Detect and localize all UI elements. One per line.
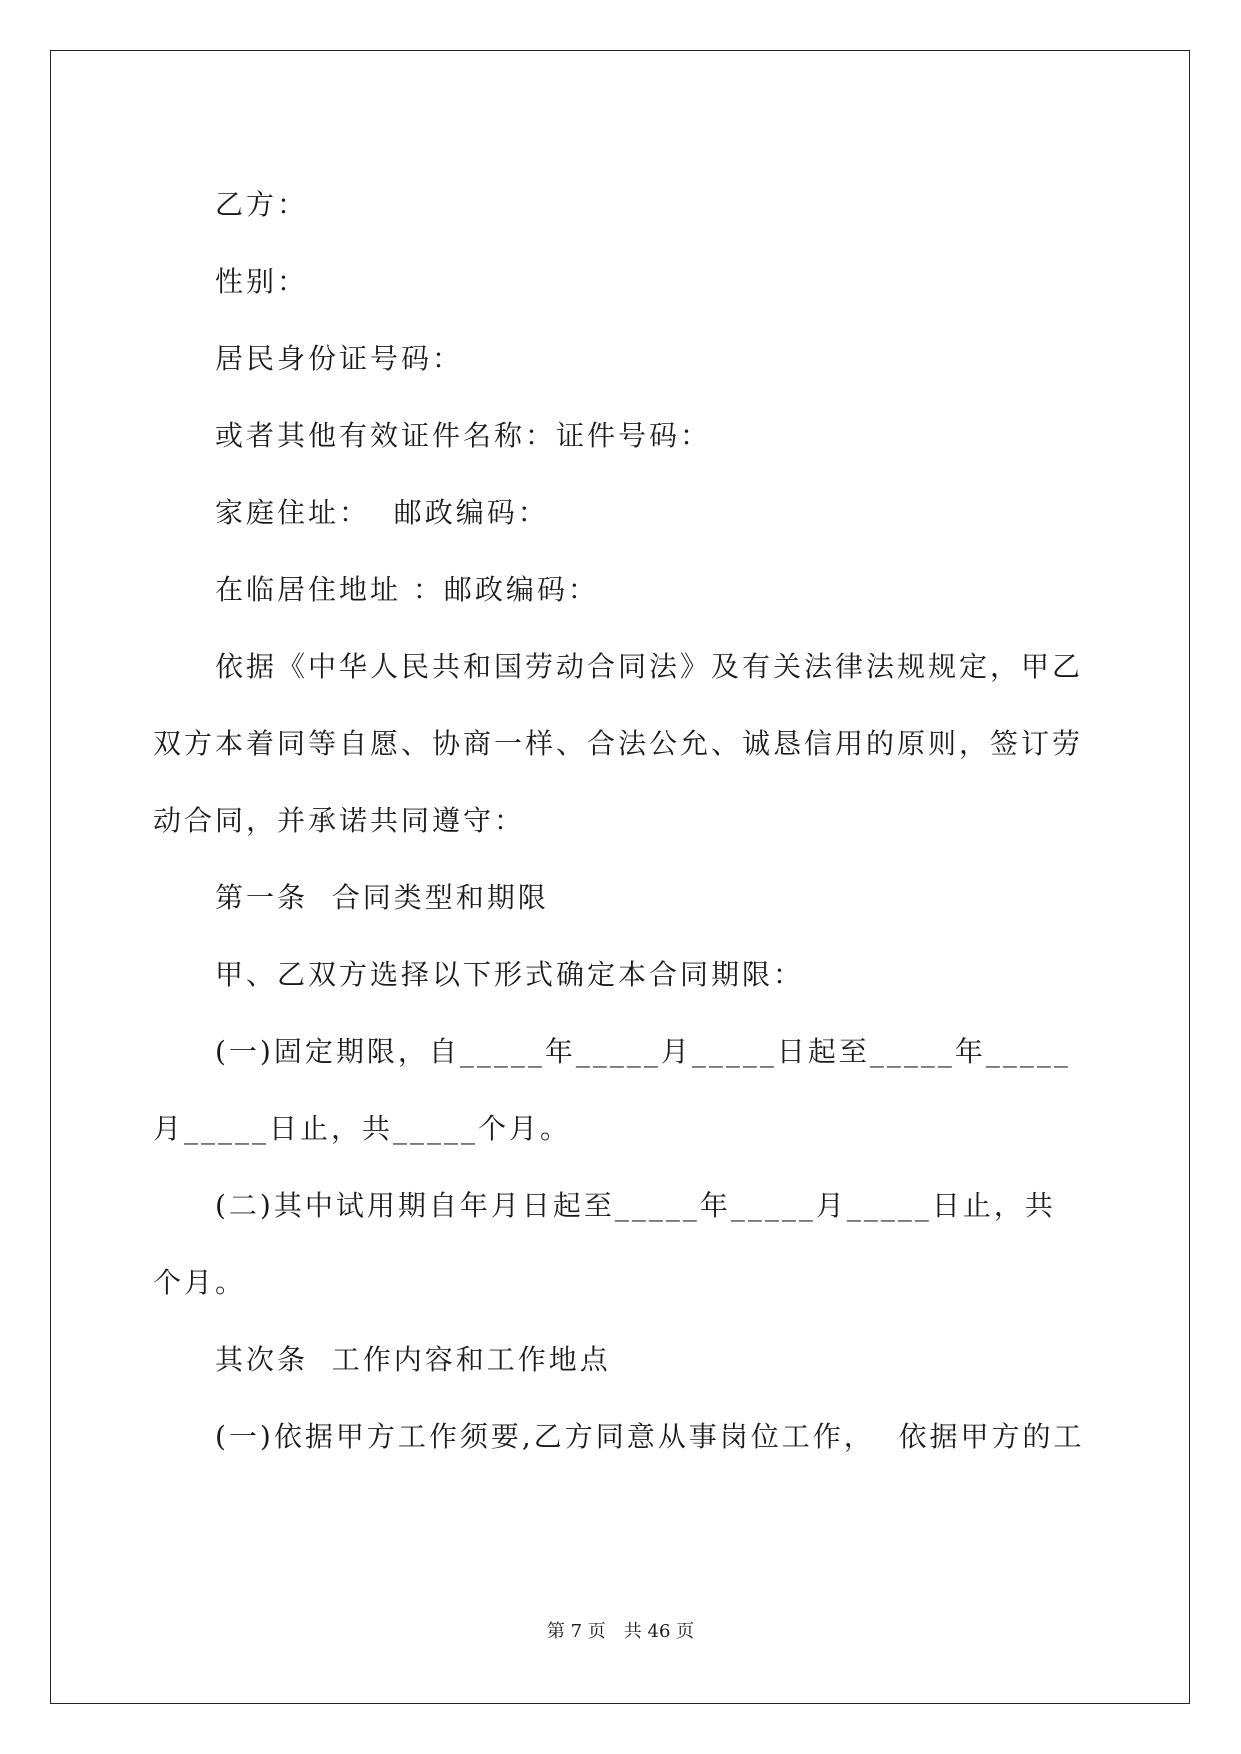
paragraph-party-b: 乙方：	[215, 188, 309, 221]
paragraph-home-address: 家庭住址： 邮政编码：	[215, 496, 549, 529]
article-1-heading: 第一条 合同类型和期限	[215, 881, 549, 914]
paragraph-fixed-term: (一)固定期限，自_____年_____月_____日起至_____年_____月_____日止，共_____个月。	[153, 1035, 1071, 1145]
page-total: 共 46 页	[623, 1621, 695, 1642]
page-number: 第 7 页	[546, 1621, 606, 1642]
page-footer	[0, 1617, 1241, 1643]
paragraph-preamble: 依据《中华人民共和国劳动合同法》及有关法律法规规定，甲乙双方本着同等自愿、协商一样、合法公允、诚恳信用的原则，签订劳动合同，并承诺共同遵守：	[153, 650, 1084, 837]
paragraph-id-number: 居民身份证号码：	[215, 342, 464, 375]
paragraph-probation: (二)其中试用期自年月日起至_____年_____月_____日止，共 个月。	[153, 1189, 1068, 1299]
paragraph-gender: 性别：	[215, 265, 309, 298]
paragraph-term-selection: 甲、乙双方选择以下形式确定本合同期限：	[215, 958, 805, 991]
document-body	[153, 166, 1088, 1475]
article-2-heading: 其次条 工作内容和工作地点	[215, 1343, 611, 1376]
paragraph-temp-address: 在临居住地址 ：邮政编码：	[215, 573, 599, 606]
paragraph-job-content: (一)依据甲方工作须要,乙方同意从事岗位工作， 依据甲方的工	[215, 1420, 1085, 1453]
paragraph-other-id: 或者其他有效证件名称：证件号码：	[215, 419, 712, 452]
